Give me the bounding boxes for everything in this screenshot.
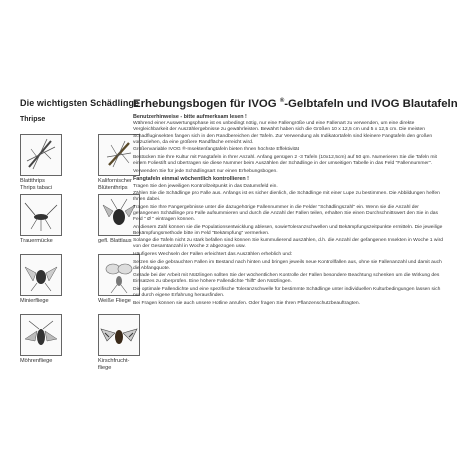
paragraph-optimal-density: Die optimale Fallendichte und eine spezifische Toleranzschwelle für bestimmte Schädlinge unter individuellen Kulturbedingungen lassen sich nur durch eigene Erfahrung herausfinden.	[133, 287, 441, 299]
paragraph-pest-count: Tragen Sie Ihre Fangergebnisse unter die dazugehörige Fallennummer in die Felder "Schädlingszahl" ein. Wenn sie die Anzahl der gefangenen Schädlinge pro Falle aufsummieren und durch die Anzahl der Fallen teilen, erhalten Sie einen Durchschnittswert den Sie in das Feld " Ø " eintragen können.	[133, 204, 438, 223]
pest-thrips	[20, 134, 96, 191]
paragraph-hotline: Bei Fragen können sie auch unsere Hotline anrufen. Oder fragen Sie Ihren Pflanzenschutzbeauftragten.	[133, 300, 360, 306]
pest-caption: Blattthrips Thrips tabaci	[20, 178, 53, 191]
title-text-post: -Gelbtafeln und IVOG Blautafeln	[284, 98, 458, 110]
registered-mark: ®	[279, 98, 285, 105]
pest-mourning-gnat	[20, 194, 96, 245]
paragraph-used-traps: Setzen sie die gebrauchten Fallen im Bestand nach hinten und bringen jeweils neue Kontrollfallen aus, ohne sie Fallenanzahl und damit auch die Abfangquote.	[133, 259, 442, 271]
pest-caption: Minierfliege	[20, 298, 49, 304]
leafminer-image	[20, 254, 62, 296]
root-fly-image	[20, 314, 62, 356]
paragraph-change-traps: Häufigeres Wechseln der Fallen erleichtert das Auszählen erheblich und:	[133, 252, 293, 258]
paragraph-beneficials: Gerade bei der Arbeit mit Nützlingen sollten Sie der wöchentlichen Kontrolle der Fallen besondere Beachtung schenken um die Wirkung des Einsatzes zu überprüfen. Eine höhere Fallendichte "hilft" den Nützlingen.	[133, 273, 440, 285]
pest-caption: Trauermücke	[20, 238, 53, 244]
section-label-thripse: Thripse	[20, 116, 46, 123]
title-text-pre: Erhebungsbogen für IVOG	[133, 98, 280, 110]
cherry-fly-image	[98, 314, 140, 356]
paragraph-ivog-effectivity: Größenvariable IVOG ®-Insektenfangtafeln bieten Ihnen höchste Effektivität	[133, 147, 300, 153]
paragraph-count: Zählen Sie die Schädlinge pro Falle aus. Anfangs ist es sicher dienlich, die Schädlinge mit einer Lupe zu bestimmen. Die Abbildungen helfen Ihnen dabei.	[133, 191, 440, 203]
paragraph-stock-traps: Bestücken Sie Ihre Kultur mit Fangtafeln in Ihrer Anzahl. Anfang genügen 2 -3 Tafeln (10x12,5cm) auf 50 qm. Numerieren Sie die Tafeln mit einem Foliestift und übertragen sie diese Nummer beim Auszählen der Schädlinge in der umseitigen Tabelle in das Feld "Fallennummer".	[133, 154, 437, 166]
left-column-title: Die wichtigsten Schädlinge	[20, 98, 140, 108]
pest-caption: Kalifornischer Blütenthrips	[98, 178, 132, 191]
paragraph-trap-size: Während einer Auswertungsphase ist es unbedingt nötig, nur eine Fallengröße und eine Fallenart zu verwenden, um eine direkte Vergleichbarkeit der Auszählergebnisse zu gewährleisten. Bewährt haben sich die Größen 10 x 12,5 cm und 5 x 12,5 cm. Die meisten Schadfluginsekten fangen sich in den Randbereichen der Tafeln. Zur Verwendung als Indikatortafeln sind kleinere Fangtafeln den großen vorzuziehen, da eine größere Randfläche erreicht wird.	[133, 121, 433, 145]
paragraph-one-sheet-per-pest: Verwenden Sie für jede Schädlingsart nur einen Erhebungsbogen.	[133, 168, 278, 174]
paragraph-population: An diesem Zahl können sie die Populationsentwicklung ablesen, sowieToleranzschwellen und Bekämpfungszeitpunkte ermitteln. Die jeweilige Bekämpfungsmethode bitte im Feld "Bekämpfung" vermerken.	[133, 224, 443, 236]
pest-caption: Weiße Fliege	[98, 298, 131, 304]
pest-caption: Möhrenfliege	[20, 358, 53, 364]
pest-cherry-fly	[98, 314, 174, 371]
page-title	[133, 98, 458, 110]
paragraph-date: Tragen Sie den jeweiligen Kontrollzeitpunkt in das Datumsfeld ein.	[133, 183, 278, 189]
pest-caption: Kirschfrucht- fliege	[98, 358, 130, 371]
paragraph-cumulative: Solange die Tafeln nicht zu stark befallen sind können Sie kummulierend auszählen, d.h. die Anzahl der gefangenen Insekten in Woche 1 wird von der Gesamtanzahl in Woche 2 abgezogen usw.	[133, 238, 443, 250]
pest-root-fly	[20, 314, 96, 365]
pest-caption: gefl. Blattlaus	[98, 238, 132, 244]
notice-heading: Benutzerhinweise - bitte aufmerksam lesen !	[133, 114, 247, 120]
thrips-image	[20, 134, 62, 176]
pest-leafminer	[20, 254, 96, 305]
weekly-heading: Fangtafeln einmal wöchentlich kontrollieren !	[133, 176, 249, 183]
instructions-body	[133, 114, 445, 308]
mourning-gnat-image	[20, 194, 62, 236]
